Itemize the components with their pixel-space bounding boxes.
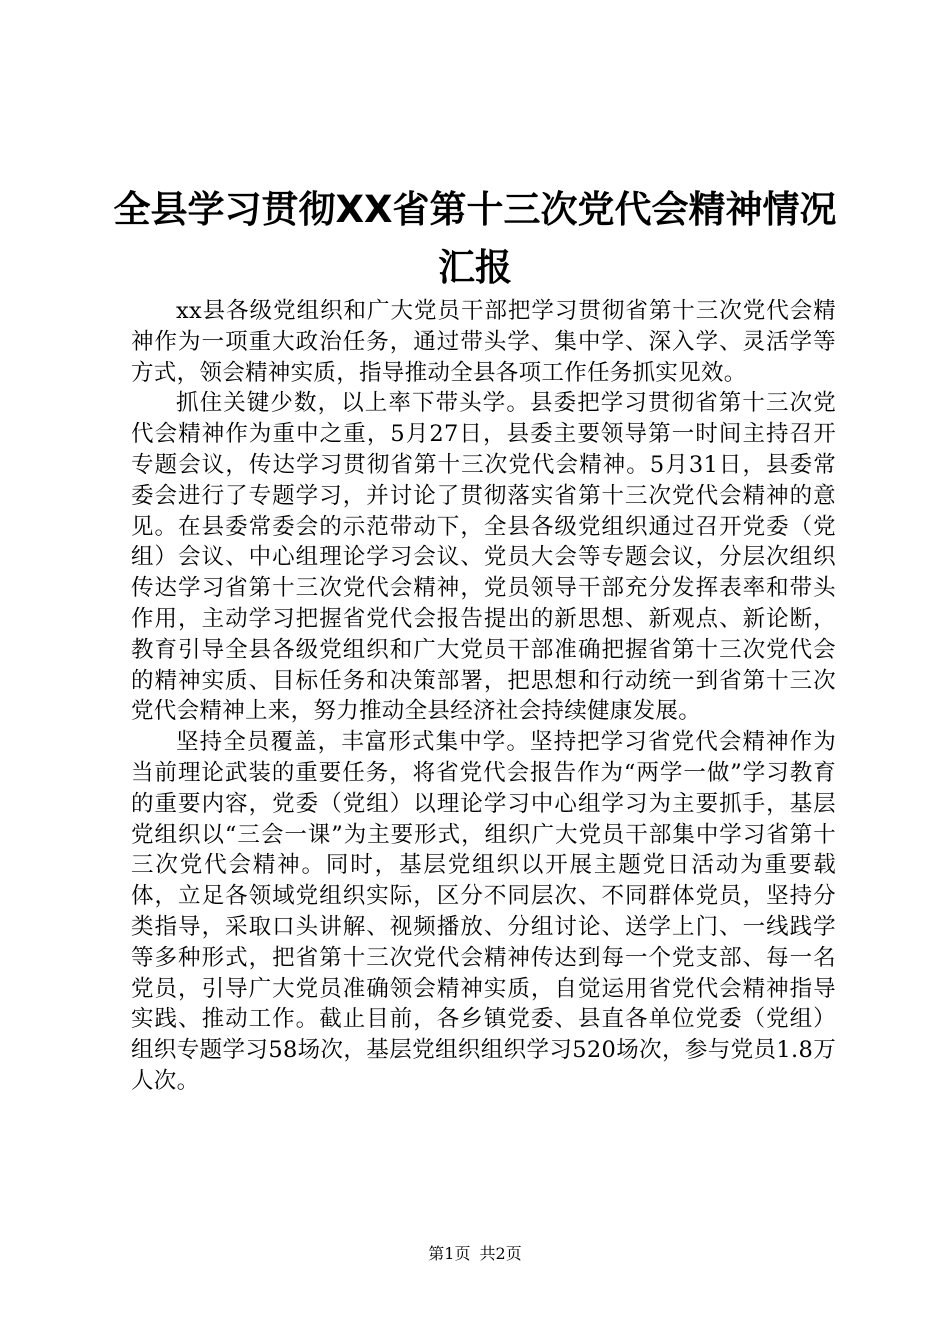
paragraph-leadership-study: 抓住关键少数，以上率下带头学。县委把学习贯彻省第十三次党代会精神作为重中之重，5月27日，县委主要领导第一时间主持召开专题会议，传达学习贯彻省第十三次党代会精神。5月31日，县委常委会进行了专题学习，并讨论了贯彻落实省第十三次党代会精神的意见。在县委常委会的示范带动下，全县各级党组织通过召开党委（党组）会议、中心组理论学习会议、党员大会等专题会议，分层次组织传达学习省第十三次党代会精神，党员领导干部充分发挥表率和带头作用，主动学习把握省党代会报告提出的新思想、新观点、新论断，教育引导全县各级党组织和广大党员干部准确把握省第十三次党代会的精神实质、目标任务和决策部署，把思想和行动统一到省第十三次党代会精神上来，努力推动全县经济社会持续健康发展。 bbox=[131, 390, 836, 725]
document-body bbox=[131, 296, 836, 1097]
page-number: 第1页 bbox=[428, 1244, 471, 1263]
paragraph-full-coverage-study: 坚持全员覆盖，丰富形式集中学。坚持把学习省党代会精神作为当前理论武装的重要任务，将省党代会报告作为“两学一做”学习教育的重要内容，党委（党组）以理论学习中心组学习为主要抓手，基层党组织以“三会一课”为主要形式，组织广大党员干部集中学习省第十三次党代会精神。同时，基层党组织以开展主题党日活动为重要载体，立足各领域党组织实际，区分不同层次、不同群体党员，坚持分类指导，采取口头讲解、视频播放、分组讨论、送学上门、一线践学等多种形式，把省第十三次党代会精神传达到每一个党支部、每一名党员，引导广大党员准确领会精神实质，自觉运用省党代会精神指导实践、推动工作。截止目前，各乡镇党委、县直各单位党委（党组）组织专题学习58场次，基层党组织组织学习520场次，参与党员1.8万人次。 bbox=[131, 729, 836, 1094]
page-total: 共2页 bbox=[479, 1244, 522, 1263]
page-footer bbox=[0, 1244, 950, 1264]
document-title-line1: 全县学习贯彻XX省第十三次党代会精神情况 bbox=[113, 188, 837, 231]
document-title-line2: 汇报 bbox=[438, 246, 512, 289]
paragraph-intro: xx县各级党组织和广大党员干部把学习贯彻省第十三次党代会精神作为一项重大政治任务，通过带头学、集中学、深入学、灵活学等方式，领会精神实质，指导推动全县各项工作任务抓实见效。 bbox=[131, 298, 836, 386]
